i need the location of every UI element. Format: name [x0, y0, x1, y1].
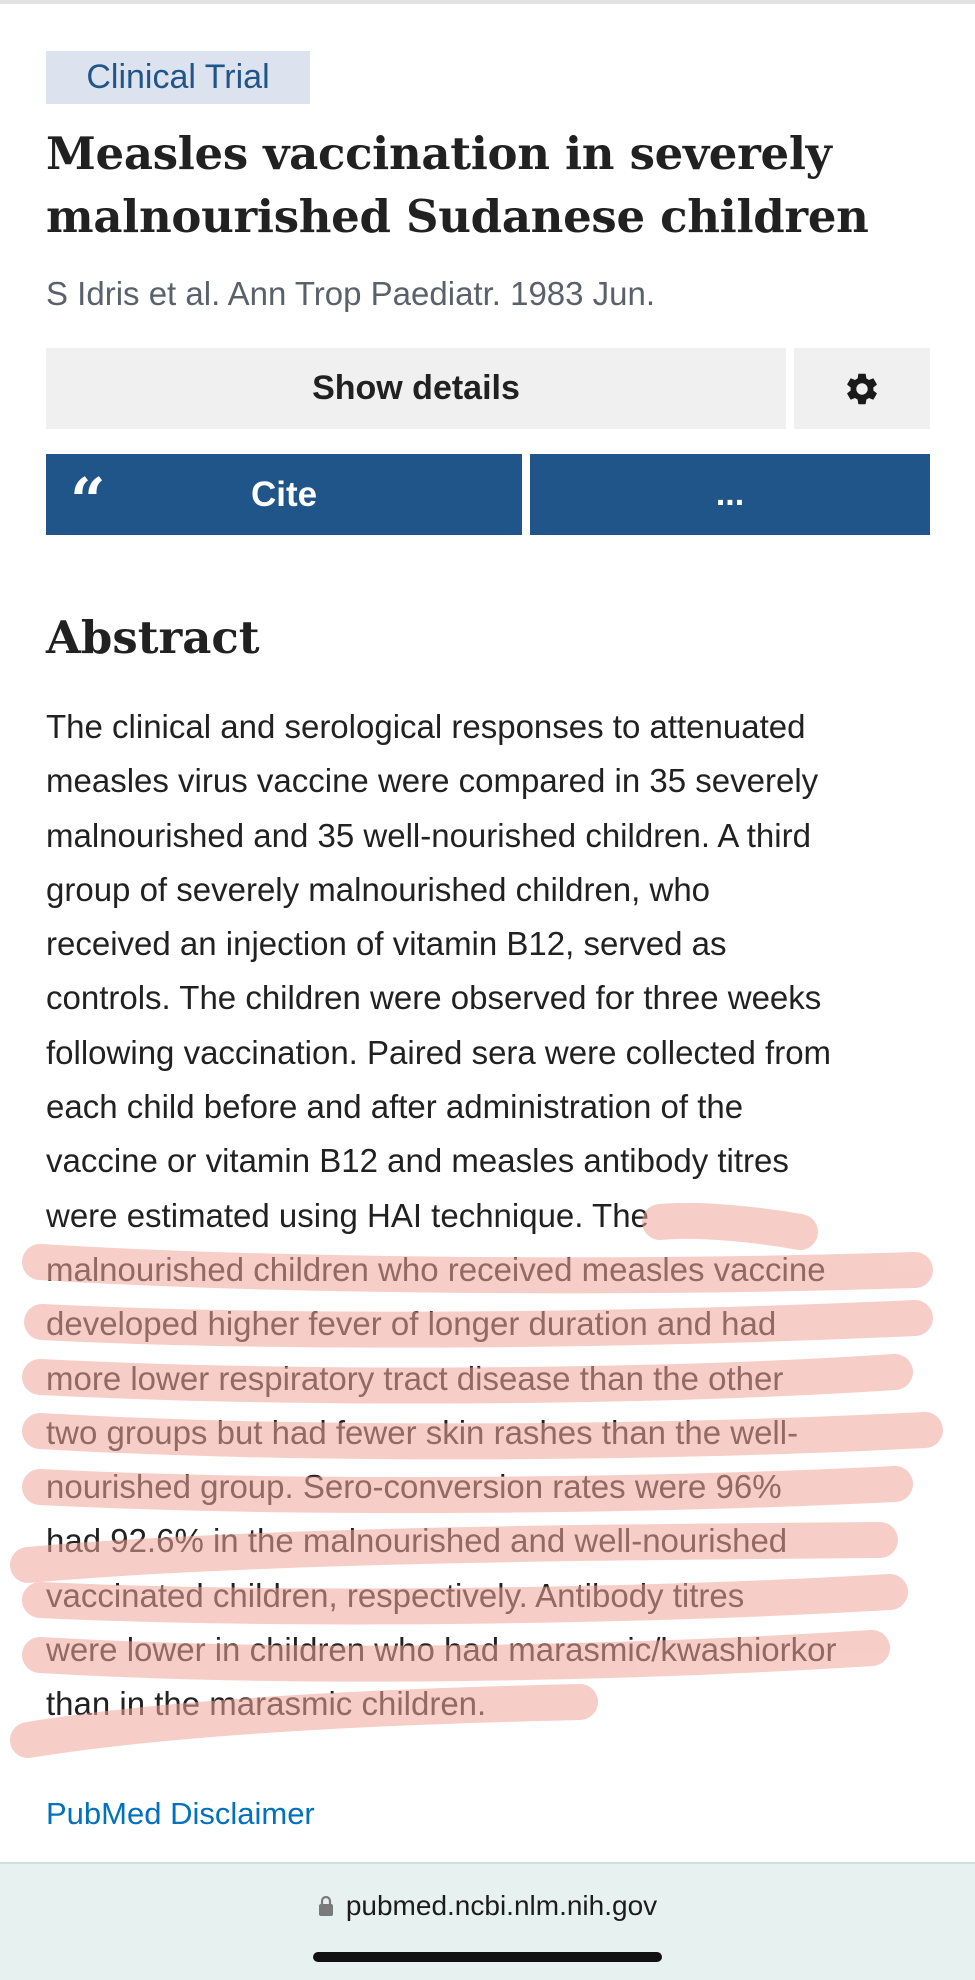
- gear-icon: [843, 370, 881, 408]
- abstract-line: vaccinated children, respectively. Antibody titres: [46, 1576, 745, 1614]
- abstract-line: controls. The children were observed for three weeks: [46, 979, 822, 1017]
- abstract-line: vaccine or vitamin B12 and measles antibody titres: [46, 1142, 789, 1180]
- abstract-line: were estimated using HAI technique. The: [46, 1196, 649, 1234]
- abstract-line: following vaccination. Paired sera were collected from: [46, 1033, 832, 1071]
- abstract-line: were lower in children who had marasmic/kwashiorkor: [46, 1631, 837, 1669]
- abstract-line: group of severely malnourished children, who: [46, 870, 711, 908]
- publication-type-badge[interactable]: Clinical Trial: [46, 51, 310, 104]
- abstract-line: malnourished and 35 well-nourished children. A third: [46, 816, 811, 854]
- settings-button[interactable]: [794, 348, 930, 429]
- more-actions-button[interactable]: ...: [530, 454, 930, 535]
- title-line-2: malnourished Sudanese children: [46, 190, 869, 243]
- title-line-1: Measles vaccination in severely: [46, 127, 832, 180]
- abstract-line: more lower respiratory tract disease than the other: [46, 1359, 784, 1397]
- abstract-line: measles virus vaccine were compared in 35 severely: [46, 762, 819, 800]
- abstract-line: than in the marasmic children.: [46, 1685, 487, 1723]
- pubmed-disclaimer-link[interactable]: PubMed Disclaimer: [46, 1796, 315, 1831]
- abstract-line: nourished group. Sero-conversion rates were 96%: [46, 1468, 782, 1506]
- abstract-text: [46, 700, 946, 1732]
- abstract-heading: Abstract: [46, 611, 260, 664]
- abstract-line: two groups but had fewer skin rashes than the well-: [46, 1413, 799, 1451]
- cite-label: Cite: [250, 475, 318, 514]
- quote-icon: “: [70, 464, 106, 537]
- top-divider: [0, 0, 975, 4]
- abstract-line: each child before and after administration of the: [46, 1088, 744, 1126]
- abstract-line: received an injection of vitamin B12, served as: [46, 925, 727, 963]
- home-indicator[interactable]: [313, 1952, 662, 1962]
- article-title: [46, 122, 946, 248]
- url-row: [0, 1886, 975, 1926]
- abstract-line: The clinical and serological responses to attenuated: [46, 708, 806, 745]
- abstract-line: developed higher fever of longer duration and had: [46, 1305, 777, 1343]
- browser-address-bar[interactable]: [0, 1862, 975, 1980]
- lock-icon: [318, 1895, 334, 1917]
- cite-button[interactable]: [46, 454, 522, 535]
- article-citation[interactable]: S Idris et al. Ann Trop Paediatr. 1983 Jun.: [46, 275, 656, 312]
- show-details-button[interactable]: Show details: [46, 348, 786, 429]
- abstract-line: malnourished children who received measles vaccine: [46, 1250, 826, 1288]
- url-text: pubmed.ncbi.nlm.nih.gov: [345, 1890, 658, 1921]
- abstract-line: had 92.6% in the malnourished and well-nourished: [46, 1522, 788, 1560]
